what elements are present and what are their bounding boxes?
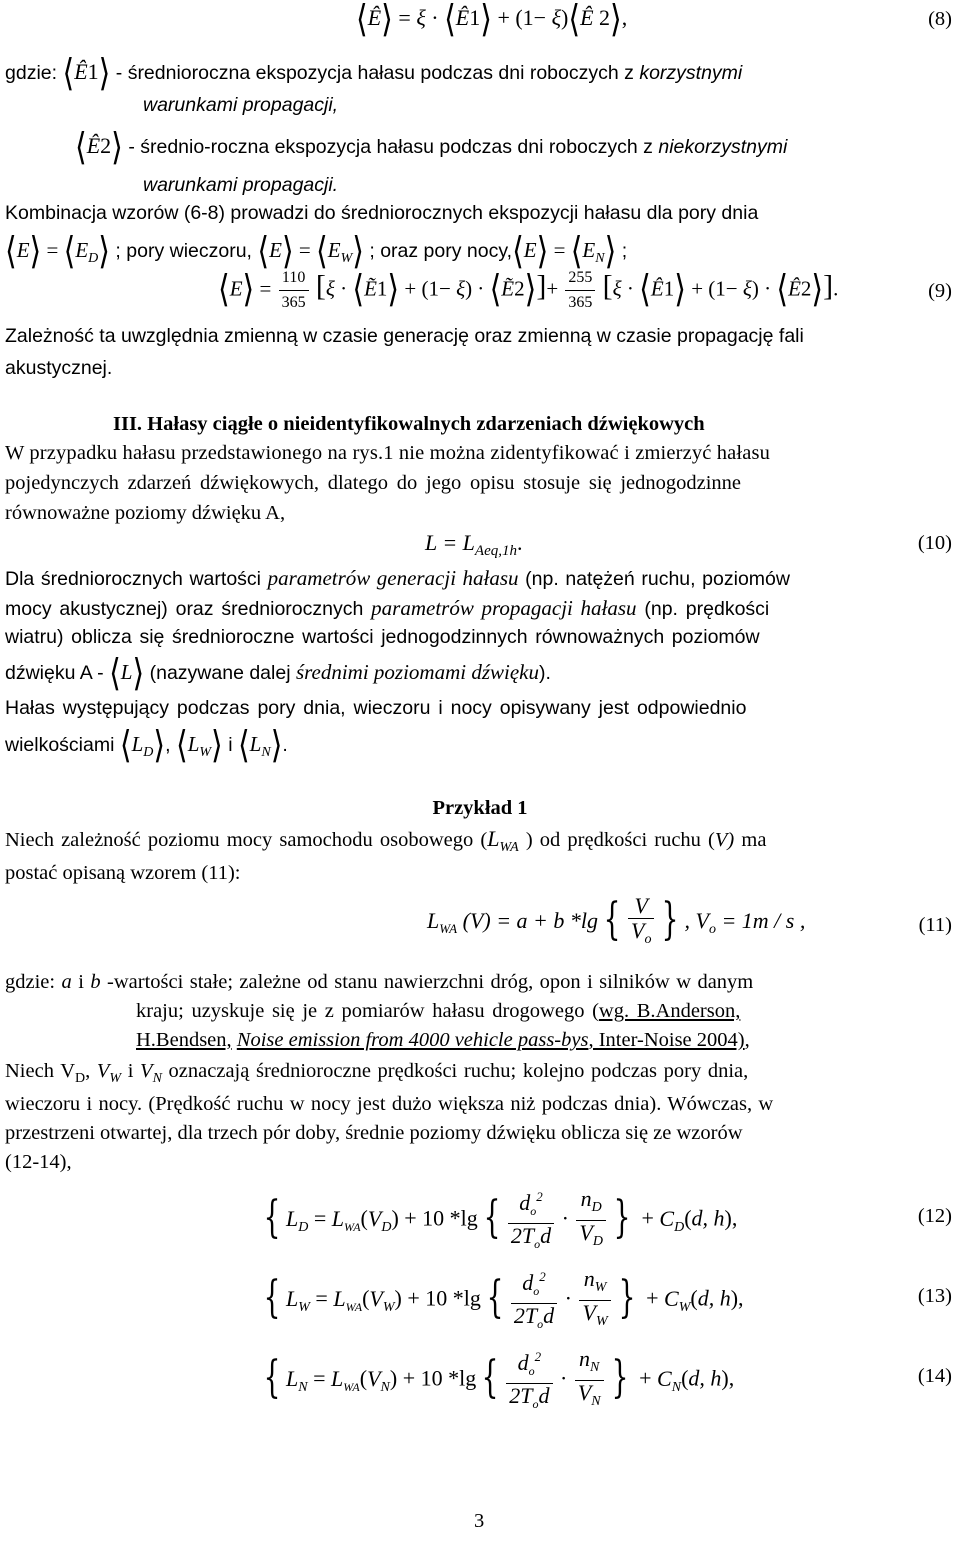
- gdzie-l1e: -wartości stałe; zależne od stanu nawierzchni dróg, opon i silników w danym: [107, 971, 754, 993]
- dla-l2a: mocy akustycznej) oraz średniorocznych: [5, 598, 364, 620]
- paragraph-kombinacja-line2: ⟨E⟩ = $⟨E_D⟩$ ; pory wieczoru, ⟨E⟩ = $⟨E_W⟩$ ; oraz pory nocy,⟨E⟩ = $⟨E_N⟩$ ;: [5, 229, 628, 274]
- niech-l1a: Niech zależność poziomu mocy samochodu osobowego (: [5, 829, 488, 851]
- eq11-mid: (V) = a + b *lg: [462, 908, 599, 934]
- equation-11: $L_{WA}$ (V) = a + b *lg { $\frac{V}{V_o}$ } , $V_o = 1m / s$ ,: [427, 893, 806, 947]
- dla-l1c: (np. natężeń ruchu, poziomów: [525, 568, 790, 590]
- eq11-den: V: [631, 918, 645, 943]
- dla-l4c: średnimi poziomami dźwięku: [295, 660, 540, 684]
- paragraph-halas-line1: Hałas występujący podczas pory dnia, wieczoru i nocy opisywany jest odpowiednio: [5, 697, 747, 719]
- text-semicolon: ;: [621, 240, 628, 262]
- equation-9-number: (9): [928, 280, 952, 302]
- paragraph-przypadek-line3: równoważne poziomy dźwięku A,: [5, 502, 286, 524]
- niech-l1d: ma: [741, 829, 767, 851]
- definition-1-cont-text: warunkami propagacji,: [143, 94, 339, 116]
- equation-9: ⟨E⟩ = $\frac{110}{365}$ [ξ · ⟨Ẽ1⟩ + (1− ξ) · ⟨Ẽ2⟩]+ $\frac{255}{365}$ [ξ · ⟨Ê1⟩ + (1− ξ) · ⟨Ê2⟩].: [218, 266, 838, 315]
- eq9-frac1-num: 110: [279, 266, 309, 291]
- equation-14: { $L_N = L_{WA}(V_N) + 10$ *lg { $\frac{d_o^2}{2T_od}$ · $\frac{n_N}{V_N}$ } + $C_N(d$, h),: [263, 1346, 735, 1411]
- gdzie-b: b: [90, 971, 101, 993]
- dla-l1b: parametrów generacji hałasu: [267, 566, 519, 590]
- text-night: ; oraz pory nocy,: [369, 240, 513, 262]
- niech-l1c: V): [714, 829, 735, 851]
- dla-l2b: parametrów propagacji hałasu: [371, 596, 637, 620]
- dla-l4b: (nazywane dalej: [149, 662, 291, 684]
- text-evening: ; pory wieczoru,: [115, 240, 252, 262]
- dla-l4a: dźwięku A -: [5, 662, 104, 684]
- paragraph-dla-line2: [5, 596, 769, 621]
- paragraph-gdzie-line2: [136, 1000, 740, 1023]
- gdzie-i: i: [78, 971, 84, 993]
- gdzie-l3d: ,: [744, 1029, 750, 1051]
- eq10-subscript: Aeq,1h: [474, 543, 517, 559]
- paragraph-dla-line1: [5, 566, 790, 591]
- equation-12-number: (12): [917, 1205, 952, 1227]
- definition-lead: gdzie:: [5, 62, 58, 84]
- halas-l2c: i: [228, 734, 233, 756]
- eq-sign: =: [46, 238, 64, 262]
- section-heading: III. Hałasy ciągłe o nieidentyfikowalnych zdarzeniach dźwiękowych: [113, 413, 705, 435]
- paragraph-kombinacja-line1: Kombinacja wzorów (6-8) prowadzi do średniorocznych ekspozycji hałasu dla pory dnia: [5, 202, 759, 224]
- definition-2-text: - średnio-roczna ekspozycja hałasu podczas dni roboczych z: [128, 136, 653, 158]
- eq10-body: L = L: [425, 530, 475, 555]
- eq11-tail-a: , V: [684, 908, 709, 934]
- paragraph-gdzie-line1: [5, 971, 753, 994]
- definition-1: gdzie: ⟨Ê1⟩ - średnioroczna ekspozycja hałasu podczas dni roboczych z korzystnymi: [5, 51, 743, 96]
- halas-l2b: ,: [165, 734, 171, 756]
- paragraph-dla-line4: dźwięku A - ⟨L⟩ (nazywane dalej średnimi poziomami dźwięku).: [5, 651, 551, 696]
- equation-12: { $L_D = L_{WA}(V_D) + 10$ *lg { $\frac{d_o^2}{2T_od}$ · $\frac{n_D}{V_D}$ } + $C_D(d$, h),: [263, 1186, 738, 1251]
- gdzie-l3c: , Inter-Noise 2004): [588, 1029, 745, 1051]
- paragraph-przypadek-line1: W przypadku hałasu przedstawionego na rys.1 nie można zidentyfikować i zmierzyć hałasu: [5, 442, 771, 464]
- definition-2: ⟨Ê2⟩ - średnio-roczna ekspozycja hałasu podczas dni roboczych z niekorzystnymi: [75, 125, 788, 170]
- eq11-tail-sub: o: [708, 922, 716, 938]
- paragraph-przypadek-line2: pojedynczych zdarzeń dźwiękowych, dlatego do jego opisu stosuje się jednogodzinne: [5, 472, 742, 494]
- definition-2-emphasis: niekorzystnymi: [658, 136, 788, 158]
- definition-1-emphasis: korzystnymi: [639, 62, 743, 84]
- eq11-lhs: L: [427, 908, 440, 934]
- equation-8: ⟨Ê⟩ = ξ · ⟨Ê1⟩ + (1− ξ)⟨Ê 2⟩,: [356, 0, 628, 42]
- eq10-tail: .: [517, 530, 523, 555]
- niech2-l1b: oznaczają średnioroczne prędkości ruchu; kolejno podczas pory dnia,: [168, 1060, 749, 1082]
- equation-8-number: (8): [928, 8, 952, 30]
- gdzie-l3b: Noise emission from 4000 vehicle pass-bys: [236, 1029, 589, 1051]
- dla-l4d: ).: [539, 662, 551, 684]
- definition-1-continuation: [143, 94, 338, 117]
- halas-l2d: .: [282, 734, 288, 756]
- eq11-den-sub: o: [644, 932, 652, 947]
- page-number: 3: [474, 1510, 485, 1532]
- gdzie-l3a: H.Bendsen,: [136, 1029, 232, 1051]
- paragraph-niech-line2: postać opisaną wzorem (11):: [5, 862, 241, 884]
- equation-10-number: (10): [917, 532, 952, 554]
- eq9-frac2-den: 365: [568, 294, 593, 311]
- eq11-lhs-sub: WA: [439, 921, 458, 937]
- gdzie-l2b: wg. B.Anderson,: [598, 1000, 741, 1022]
- niech2-l1a: Niech V: [5, 1060, 76, 1082]
- niech-l1b: ) od prędkości ruchu (: [525, 829, 715, 851]
- equation-10: [425, 530, 523, 560]
- paragraph-dla-line3: wiatru) oblicza się średnioroczne wartości jednogodzinnych równoważnych poziomów: [5, 626, 760, 648]
- gdzie-l2a: kraju; uzyskuje się je z pomiarów hałasu drogowego (: [136, 1000, 599, 1022]
- eq9-frac2-num: 255: [565, 266, 595, 291]
- paragraph-halas-line2: wielkościami $⟨L_D⟩$, $⟨L_W⟩$ i $⟨L_N⟩$.: [5, 723, 288, 768]
- halas-l2a: wielkościami: [5, 734, 115, 756]
- paragraph-zaleznosc-line2: akustycznej.: [5, 357, 113, 379]
- definition-2-cont-text: warunkami propagacji.: [143, 174, 339, 196]
- equation-13-number: (13): [917, 1285, 952, 1307]
- paragraph-niech2-line1: Niech $V_D$, $V_W$ i $V_N$ oznaczają średnioroczne prędkości ruchu; kolejno podczas pory dnia,: [5, 1060, 749, 1086]
- paragraph-zaleznosc-line1: Zależność ta uwzględnia zmienną w czasie generację oraz zmienną w czasie propagację fali: [5, 325, 804, 347]
- definition-2-continuation: [143, 174, 338, 197]
- paragraph-niech2-line3: przestrzeni otwartej, dla trzech pór doby, średnie poziomy dźwięku oblicza się ze wzorów: [5, 1122, 743, 1144]
- eq11-tail-b: = 1m / s ,: [715, 908, 806, 934]
- dla-l2c: (np. prędkości: [644, 598, 770, 620]
- gdzie-a: a: [61, 971, 72, 993]
- paragraph-niech-line1: Niech zależność poziomu mocy samochodu osobowego ($L_{WA}$ ) od prędkości ruchu (V) ma: [5, 826, 767, 855]
- paragraph-niech2-line2: wieczoru i nocy. (Prędkość ruchu w nocy jest dużo większa niż podczas dnia). Wówczas, w: [5, 1093, 774, 1115]
- example-heading: Przykład 1: [432, 797, 528, 819]
- eq11-num: V: [628, 894, 654, 919]
- equation-13: { $L_W = L_{WA}(V_W) + 10$ *lg { $\frac{d_o^2}{2T_od}$ · $\frac{n_W}{V_W}$ } + $C_W(d$, h),: [263, 1266, 744, 1331]
- equation-14-number: (14): [917, 1365, 952, 1387]
- paragraph-niech2-line4: (12-14),: [5, 1151, 72, 1173]
- definition-1-text: - średnioroczna ekspozycja hałasu podczas dni roboczych z: [115, 62, 634, 84]
- paragraph-gdzie-line3: [136, 1029, 750, 1052]
- gdzie-l1a: gdzie:: [5, 971, 56, 993]
- equation-11-number: (11): [918, 914, 952, 936]
- dla-l1a: Dla średniorocznych wartości: [5, 568, 261, 590]
- eq9-frac1-den: 365: [281, 294, 306, 311]
